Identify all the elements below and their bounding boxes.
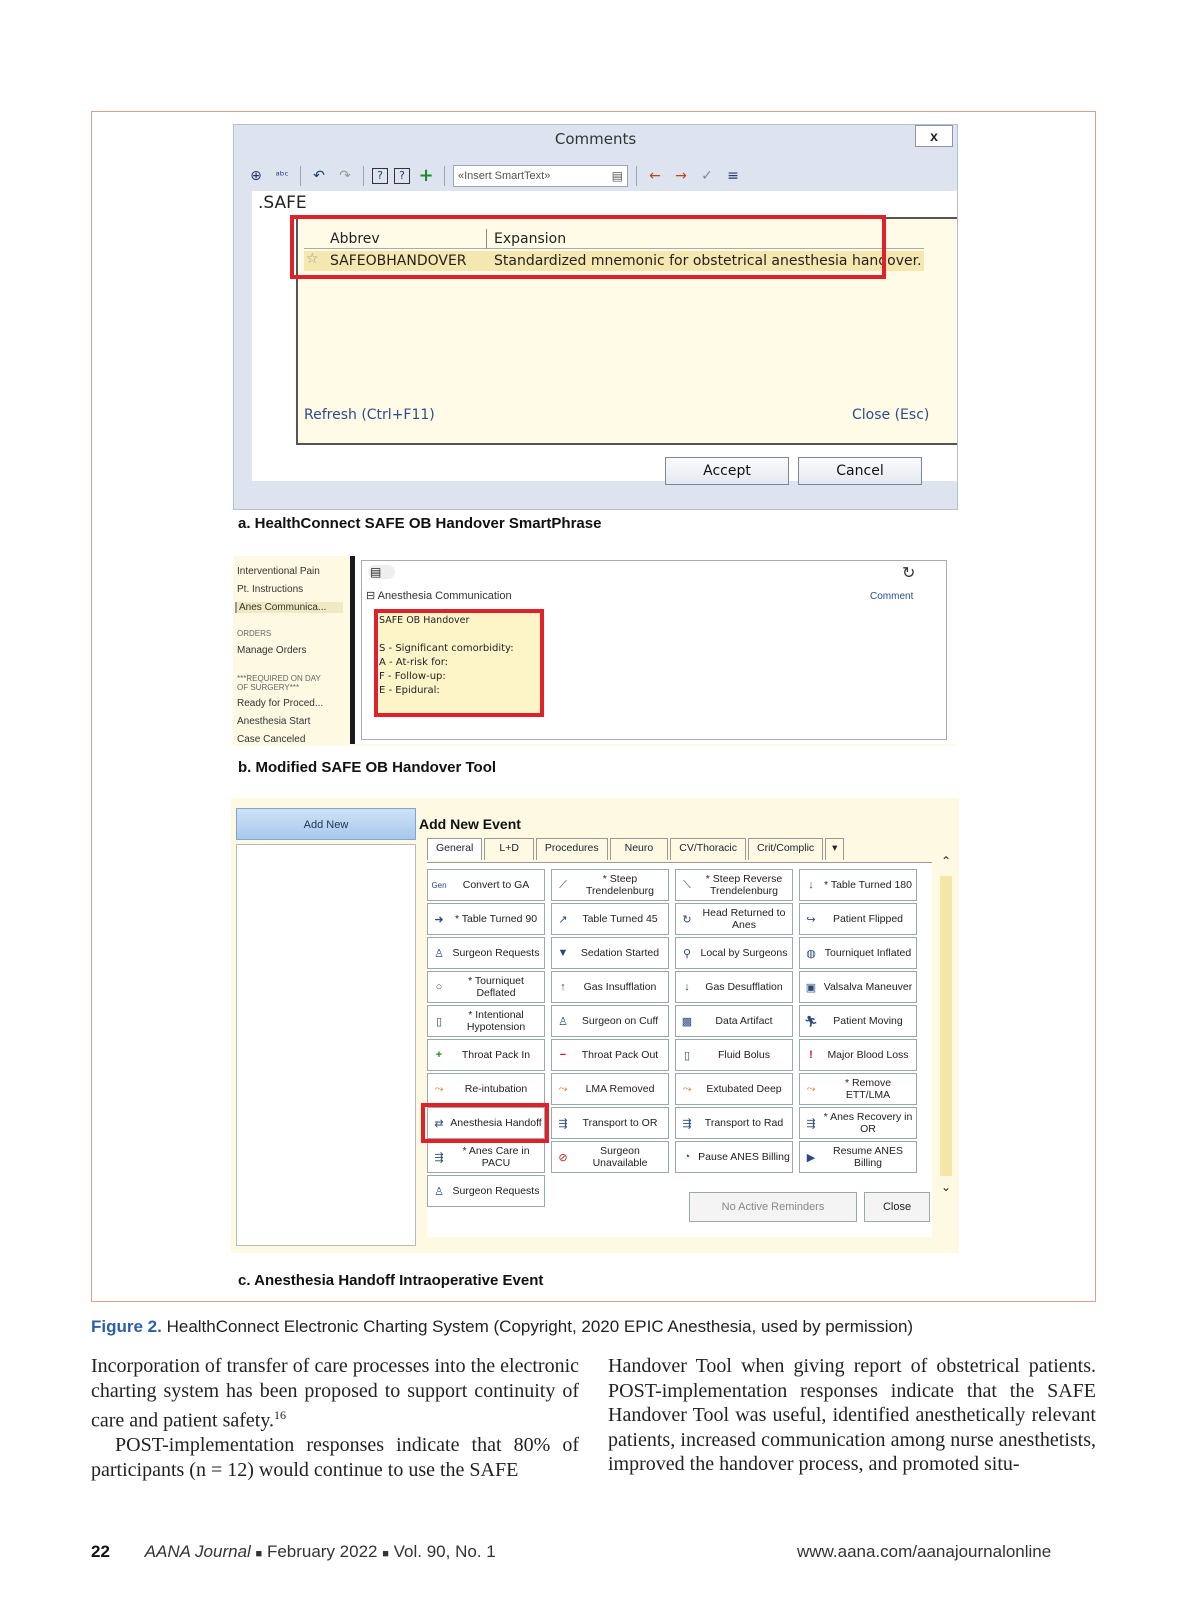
window-title: Comments: [554, 130, 637, 148]
star-icon[interactable]: ☆: [306, 251, 319, 267]
stretcher-icon: ⇶: [806, 1117, 816, 1130]
event-steep-trendelenburg[interactable]: ⟋ * Steep Trendelenburg: [551, 869, 669, 901]
event-anes-care-in-pacu[interactable]: ⇶ * Anes Care in PACU: [427, 1141, 545, 1173]
event-surgeon-requests[interactable]: ♙ Surgeon Requests: [427, 937, 545, 969]
sidebar-item[interactable]: Anesthesia Start: [237, 716, 311, 727]
bed-tilt-icon: ⟍: [683, 878, 691, 891]
event-throat-pack-in[interactable]: + Throat Pack In: [427, 1039, 545, 1071]
highlight-box: [421, 1103, 549, 1143]
help-search-icon[interactable]: ?: [394, 168, 410, 184]
paragraph: Handover Tool when giving report of obstetrical patients. POST-implementation responses indicate that the SAFE Handover Tool was useful, identified anesthetically relevant patients, increased communication among nurse anesthetists, improved the handover process, and promoted situ-: [608, 1355, 1096, 1476]
stretcher-icon: ⇶: [682, 1117, 692, 1130]
event-tourniquet-deflated[interactable]: ○ * Tourniquet Deflated: [427, 971, 545, 1003]
arrow-diagonal-icon: ↗: [558, 913, 568, 926]
tab-neuro[interactable]: Neuro: [610, 838, 669, 860]
highlight-box: [374, 609, 544, 717]
close-link[interactable]: Close (Esc): [852, 407, 930, 423]
paragraph: Incorporation of transfer of care processes into the electronic charting system has been proposed to support continuity of care and patient safety.$^{16}$: [91, 1355, 579, 1432]
event-tourniquet-inflated[interactable]: ◍ Tourniquet Inflated: [799, 937, 917, 969]
event-fluid-bolus[interactable]: ▯ Fluid Bolus: [675, 1039, 793, 1071]
event-valsalva-maneuver[interactable]: ▣ Valsalva Maneuver: [799, 971, 917, 1003]
event-scrollbar[interactable]: [937, 854, 955, 1196]
event-anesthesia-handoff[interactable]: ⇄ Anesthesia Handoff: [427, 1107, 545, 1139]
accept-button[interactable]: Accept: [665, 457, 789, 485]
person-moving-icon: 🏃︎: [804, 1015, 818, 1028]
editor-toolbar: [246, 163, 743, 189]
close-icon[interactable]: x: [915, 125, 953, 147]
chevron-down-icon[interactable]: ▾: [825, 838, 844, 860]
chart-icon: ▯: [435, 1015, 443, 1028]
event-patient-moving[interactable]: 🏃︎ Patient Moving: [799, 1005, 917, 1037]
stretcher-icon: ⇶: [558, 1117, 568, 1130]
event-resume-anes-billing[interactable]: ▶ Resume ANES Billing: [799, 1141, 917, 1173]
surgeon-icon: ♙: [434, 947, 444, 960]
event-remove-ett-lma[interactable]: ⤳ * Remove ETT/LMA: [799, 1073, 917, 1105]
spellcheck-icon[interactable]: ᵃᵇᶜ: [275, 169, 289, 182]
arrow-up-icon: ↑: [560, 981, 566, 993]
comment-link[interactable]: Comment: [870, 591, 914, 602]
communication-frame: [361, 560, 947, 740]
arrow-down-icon: ↓: [808, 879, 814, 891]
sidebar-item[interactable]: Interventional Pain: [237, 566, 320, 577]
panel-title: Add New Event: [419, 816, 521, 832]
section-header[interactable]: ⊟ Anesthesia Communication: [366, 590, 512, 602]
highlight-box: [290, 215, 886, 279]
event-major-blood-loss[interactable]: ! Major Blood Loss: [799, 1039, 917, 1071]
cancel-button[interactable]: Cancel: [798, 457, 922, 485]
handoff-icon: ⇄: [434, 1117, 444, 1130]
figure-caption-text: HealthConnect Electronic Charting System (Copyright, 2020 EPIC Anesthesia, used by permission): [166, 1317, 914, 1336]
event-extubated-deep[interactable]: ⤳ Extubated Deep: [675, 1073, 793, 1105]
event-data-artifact[interactable]: ▩ Data Artifact: [675, 1005, 793, 1037]
event-re-intubation[interactable]: ⤳ Re-intubation: [427, 1073, 545, 1105]
funnel-icon: ▼: [557, 947, 569, 959]
document-icon[interactable]: ▤: [368, 565, 395, 579]
body-column-left: [91, 1354, 579, 1483]
previous-field-icon[interactable]: ←: [649, 168, 661, 184]
row-expansion: Standardized mnemonic for obstetrical anesthesia handover.: [494, 253, 922, 269]
event-gas-desufflation[interactable]: ↓ Gas Desufflation: [675, 971, 793, 1003]
body-column-right: [608, 1354, 1096, 1477]
list-icon[interactable]: ≡: [727, 168, 739, 184]
event-surgeon-unavailable[interactable]: ⊘ Surgeon Unavailable: [551, 1141, 669, 1173]
help-icon[interactable]: ?: [372, 168, 388, 184]
surgeon-icon: ♙: [434, 1185, 444, 1198]
event-table-turned-180[interactable]: ↓ * Table Turned 180: [799, 869, 917, 901]
communication-area: [350, 556, 956, 744]
play-icon: ▶: [806, 1151, 816, 1164]
airway-icon: ⤳: [806, 1082, 816, 1095]
stretcher-icon: ⇶: [434, 1151, 444, 1164]
waveform-icon: ▩: [681, 1015, 693, 1028]
close-button[interactable]: Close: [864, 1192, 930, 1222]
note-line: S - Significant comorbidity:: [379, 643, 514, 654]
cuff-icon: ◍: [806, 947, 816, 960]
airway-icon: ⤳: [682, 1082, 692, 1095]
add-new-button[interactable]: Add New: [236, 808, 416, 840]
smarttext-input[interactable]: «Insert SmartText» ▤: [453, 165, 628, 187]
refresh-icon[interactable]: ↻: [902, 565, 916, 582]
minus-icon: −: [559, 1049, 567, 1061]
event-gas-insufflation[interactable]: ↑ Gas Insufflation: [551, 971, 669, 1003]
note-line: F - Follow-up:: [379, 671, 446, 682]
iv-bag-icon: ▯: [683, 1049, 691, 1062]
event-patient-flipped[interactable]: ↪ Patient Flipped: [799, 903, 917, 935]
scroll-thumb[interactable]: [940, 876, 952, 1176]
sidebar-item[interactable]: Case Canceled: [237, 734, 306, 745]
event-local-by-surgeons[interactable]: ⚲ Local by Surgeons: [675, 937, 793, 969]
arrow-down-icon: ↓: [684, 981, 690, 993]
scroll-down-icon[interactable]: ⌄: [940, 1180, 952, 1194]
event-pause-anes-billing[interactable]: ◔ Pause ANES Billing: [675, 1141, 793, 1173]
comment-editor[interactable]: [252, 191, 957, 481]
next-field-icon[interactable]: →: [675, 168, 687, 184]
syringe-icon: ⚲: [682, 947, 692, 960]
event-steep-reverse-trendelenburg[interactable]: ⟍ * Steep Reverse Trendelenburg: [675, 869, 793, 901]
note-title: SAFE OB Handover: [379, 615, 470, 626]
event-intentional-hypotension[interactable]: ▯ * Intentional Hypotension: [427, 1005, 545, 1037]
volume: Vol. 90, No. 1: [393, 1542, 496, 1561]
typed-text: .SAFE: [258, 193, 307, 213]
figure-label: Figure 2.: [91, 1317, 162, 1336]
sidebar-item[interactable]: Pt. Instructions: [237, 584, 304, 595]
unavailable-icon: ⊘: [558, 1151, 568, 1164]
event-anes-recovery-in-or[interactable]: ⇶ * Anes Recovery in OR: [799, 1107, 917, 1139]
sidebar-item[interactable]: Manage Orders: [237, 645, 307, 656]
smarttext-browse-icon[interactable]: ▤: [611, 169, 623, 183]
page-footer: 22 AANA Journal ■ February 2022 ■ Vol. 90, No. 1: [91, 1542, 496, 1561]
page-number: 22: [91, 1542, 110, 1561]
issue-date: February 2022: [266, 1542, 378, 1561]
event-throat-pack-out[interactable]: − Throat Pack Out: [551, 1039, 669, 1071]
scroll-up-icon[interactable]: ⌃: [940, 854, 952, 868]
redo-icon[interactable]: ↷: [339, 168, 351, 184]
airway-icon: ⤳: [558, 1082, 568, 1095]
sidebar-section: OF SURGERY***: [237, 683, 300, 692]
row-abbrev: SAFEOBHANDOVER: [330, 253, 467, 269]
flip-icon: ↪: [806, 913, 816, 926]
tab-ld[interactable]: L+D: [484, 838, 534, 860]
event-transport-to-rad[interactable]: ⇶ Transport to Rad: [675, 1107, 793, 1139]
gen-icon: Gen: [431, 880, 447, 890]
activity-sidebar: [233, 556, 348, 746]
refresh-link[interactable]: Refresh (Ctrl+F11): [304, 407, 435, 423]
tab-general[interactable]: General: [427, 838, 482, 860]
event-surgeon-requests-2[interactable]: ♙ Surgeon Requests: [427, 1175, 545, 1207]
event-surgeon-on-cuff[interactable]: ♙ Surgeon on Cuff: [551, 1005, 669, 1037]
no-active-reminders-button[interactable]: No Active Reminders: [689, 1192, 857, 1222]
event-convert-to-ga[interactable]: Gen Convert to GA: [427, 869, 545, 901]
event-list: [236, 844, 416, 1246]
intraop-event-panel: [231, 798, 959, 1253]
undo-icon[interactable]: ↶: [313, 168, 325, 184]
add-icon[interactable]: +: [418, 165, 434, 186]
plus-icon: +: [435, 1049, 443, 1061]
event-tabs: [427, 838, 846, 860]
event-sedation-started[interactable]: ▼ Sedation Started: [551, 937, 669, 969]
zoom-icon[interactable]: ⊕: [250, 168, 262, 184]
sidebar-item[interactable]: Ready for Proced...: [237, 698, 324, 709]
alert-icon: !: [809, 1049, 813, 1061]
note-line: A - At-risk for:: [379, 657, 449, 668]
monitor-icon: ▣: [805, 981, 817, 994]
event-lma-removed[interactable]: ⤳ LMA Removed: [551, 1073, 669, 1105]
comments-window: [233, 124, 958, 510]
sidebar-item-active[interactable]: Anes Communica...: [235, 602, 343, 613]
paragraph: POST-implementation responses indicate that 80% of participants (n = 12) would continue to use the SAFE: [91, 1434, 579, 1482]
tab-procedures[interactable]: Procedures: [536, 838, 608, 860]
event-table-turned-45[interactable]: ↗ Table Turned 45: [551, 903, 669, 935]
tab-cv-thoracic[interactable]: CV/Thoracic: [670, 838, 746, 860]
journal-url[interactable]: www.aana.com/aanajournalonline: [797, 1542, 1052, 1561]
journal-name: AANA Journal: [144, 1542, 251, 1561]
sidebar-section: ***REQUIRED ON DAY: [237, 674, 321, 683]
event-transport-to-or[interactable]: ⇶ Transport to OR: [551, 1107, 669, 1139]
pause-icon: ◔: [683, 1151, 691, 1163]
handover-tool-panel: [233, 556, 956, 746]
rotate-icon: ↻: [682, 913, 692, 926]
collapse-icon[interactable]: ⊟: [366, 590, 376, 602]
sidebar-section: ORDERS: [237, 629, 272, 638]
airway-icon: ⤳: [434, 1082, 444, 1095]
figure-caption: [91, 1317, 913, 1337]
surgeon-icon: ♙: [558, 1015, 568, 1028]
event-grid: [427, 862, 932, 1237]
event-table-turned-90[interactable]: ➜ * Table Turned 90: [427, 903, 545, 935]
column-header-expansion: Expansion: [494, 231, 567, 247]
note-line: E - Epidural:: [379, 685, 440, 696]
smartphrase-popup: [296, 217, 958, 445]
tab-crit-complic[interactable]: Crit/Complic: [748, 838, 823, 860]
caption-c: c. Anesthesia Handoff Intraoperative Event: [238, 1272, 544, 1289]
column-header-abbrev: Abbrev: [330, 231, 380, 247]
cuff-icon: ○: [435, 981, 443, 993]
caption-b: b. Modified SAFE OB Handover Tool: [238, 759, 497, 776]
arrow-right-icon: ➜: [434, 913, 444, 926]
caption-a: a. HealthConnect SAFE OB Handover SmartPhrase: [238, 515, 602, 532]
bed-tilt-icon: ⟋: [559, 878, 567, 891]
field-check-icon[interactable]: ✓: [701, 168, 713, 184]
event-head-returned[interactable]: ↻ Head Returned to Anes: [675, 903, 793, 935]
